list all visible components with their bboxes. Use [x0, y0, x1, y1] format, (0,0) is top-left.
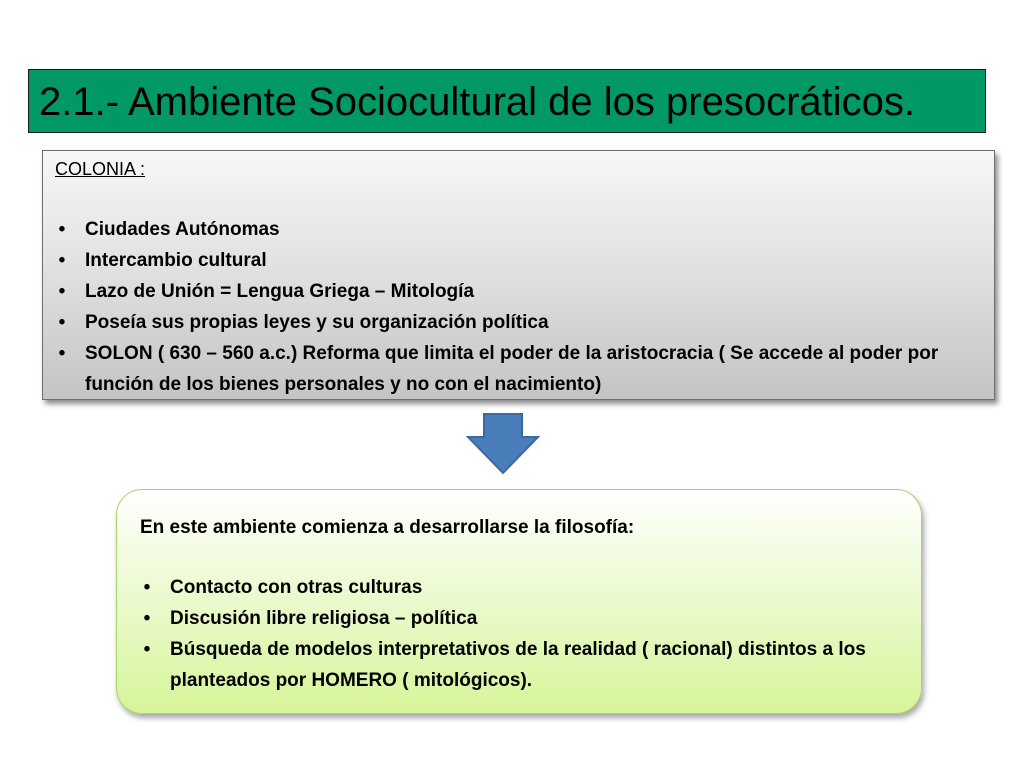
list-item-text: Contacto con otras culturas [170, 577, 423, 598]
bullet-icon: • [58, 250, 66, 271]
bullet-icon: • [143, 608, 151, 629]
list-item-text: Lazo de Unión = Lengua Griega – Mitología [85, 281, 475, 302]
down-arrow-icon [466, 413, 540, 475]
colonia-box [42, 150, 995, 400]
bullet-icon: • [58, 312, 66, 333]
list-item [55, 307, 990, 338]
title-bar [28, 69, 986, 133]
down-arrow-shape [468, 414, 538, 473]
bullet-icon: • [143, 639, 151, 660]
filosofia-heading: En este ambiente comienza a desarrollarse la filosofía: [140, 517, 635, 538]
slide-title: 2.1.- Ambiente Sociocultural de los presocráticos. [39, 80, 915, 124]
bullet-icon: • [58, 219, 66, 240]
list-item-text: Ciudades Autónomas [85, 219, 280, 240]
bullet-icon: • [143, 577, 151, 598]
bullet-icon: • [58, 281, 66, 302]
list-item [140, 634, 880, 696]
list-item [55, 338, 990, 400]
list-item-text: Poseía sus propias leyes y su organización política [85, 312, 549, 333]
list-item [140, 572, 880, 603]
list-item [55, 276, 990, 307]
list-item-text: Búsqueda de modelos interpretativos de la realidad ( racional) distintos a los planteados por HOMERO ( mitológicos). [170, 639, 866, 691]
list-item [55, 214, 990, 245]
filosofia-list [140, 572, 880, 696]
colonia-list [55, 214, 990, 400]
list-item [140, 603, 880, 634]
filosofia-box [116, 489, 922, 714]
list-item-text: Discusión libre religiosa – política [170, 608, 478, 629]
bullet-icon: • [58, 343, 66, 364]
list-item-text: SOLON ( 630 – 560 a.c.) Reforma que limita el poder de la aristocracia ( Se accede al poder por función de los bienes personales y no con el nacimiento) [85, 343, 939, 395]
colonia-heading: COLONIA : [55, 159, 146, 179]
list-item-text: Intercambio cultural [85, 250, 267, 271]
list-item [55, 245, 990, 276]
